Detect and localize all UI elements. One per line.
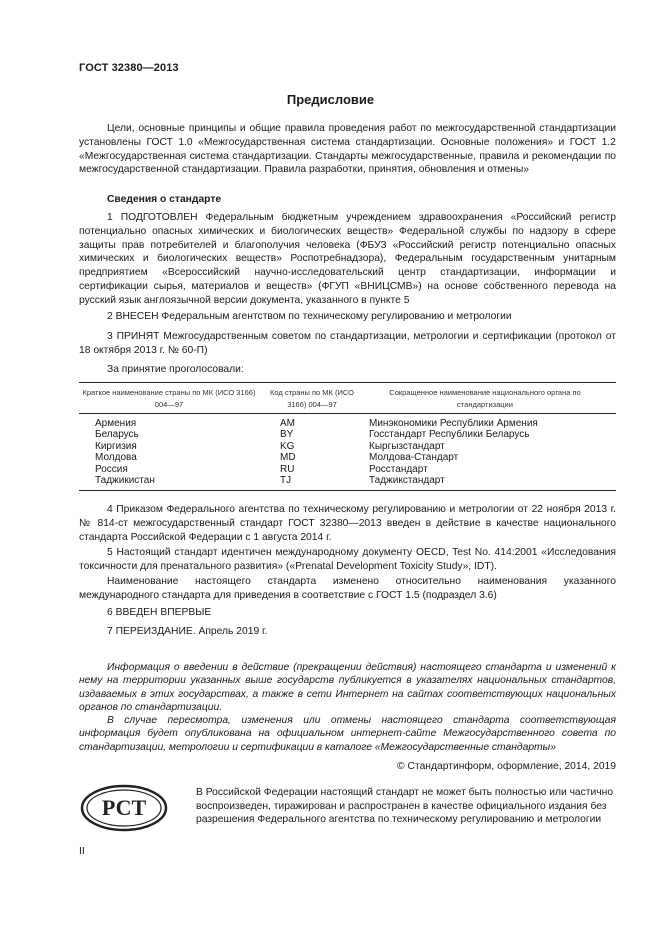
info-heading: Сведения о стандарте	[107, 194, 222, 205]
document-id-header: ГОСТ 32380—2013	[79, 62, 179, 74]
intro-paragraph: Цели, основные принципы и общие правила проведения работ по межгосударственной стандартизации установлены ГОСТ 1.0 «Межгосударственная система стандартизации. Основные положения» и ГОСТ 1.2 «Межгосударственная система стандартизации. Стандарты межгосударственные, правила и рекомендации по межгосударственной стандартизации. Правила разработки, принятия, обновления и отмены»	[79, 123, 616, 176]
country-cell: Беларусь	[95, 429, 139, 441]
code-cell: TJ	[280, 475, 292, 487]
table-header-country: Краткое наименование страны по МК (ИСО 3166) 004—97	[82, 388, 256, 409]
rst-logo-mark	[79, 783, 169, 833]
page-number: II	[79, 846, 85, 857]
body-column	[369, 418, 538, 486]
item-7-line: 7 ПЕРЕИЗДАНИЕ. Апрель 2019 г.	[107, 626, 268, 637]
body-cell: Таджикстандарт	[369, 475, 445, 487]
code-cell: MD	[280, 452, 296, 464]
code-cell: KG	[280, 440, 295, 452]
item-1-paragraph: 1 ПОДГОТОВЛЕН Федеральным бюджетным учреждением здравоохранения «Российский регистр потенциально опасных химических и биологических веществ» Федеральной службы по надзору в сфере защиты прав потребителей и благополучия человека (ФБУЗ «Российский регистр потенциально опасных химических и биологических веществ» Роспотребнадзора), Федеральным государственным унитарным предприятием «Всероссийский научно-исследовательский центр стандартизации, информации и сертификации сырья, материалов и веществ» (ФГУП «ВНИЦСМВ») на основе собственного перевода на русский язык англоязычной версии документа, указанного в пункте 5	[79, 212, 616, 306]
code-cell: AM	[280, 418, 295, 429]
item-5-note-paragraph: Наименование настоящего стандарта изменено относительно наименования указанного международного стандарта для приведения в соответствие с ГОСТ 1.5 (подраздел 3.6)	[79, 576, 616, 601]
copyright-line: © Стандартинформ, оформление, 2014, 2019	[397, 761, 616, 772]
item-5-paragraph: 5 Настоящий стандарт идентичен международному документу OECD, Test No. 414:2001 «Исследования токсичности для пренатального развития» («Prenatal Development Toxicity Study», IDT).	[79, 547, 616, 572]
table-top-rule	[79, 382, 616, 383]
body-cell: Молдова-Стандарт	[369, 452, 459, 464]
body-cell: Минэкономики Республики Армения	[369, 418, 538, 429]
page-title: Предисловие	[286, 92, 375, 107]
item-3-paragraph: 3 ПРИНЯТ Межгосударственным советом по стандартизации, метрологии и сертификации (протокол от 18 октября 2013 г. № 60-П)	[79, 331, 616, 356]
body-cell: Кыргызстандарт	[369, 440, 445, 452]
table-header-rule	[79, 413, 616, 414]
rst-logo-icon	[79, 783, 169, 833]
table-row	[95, 418, 155, 486]
item-2-paragraph: 2 ВНЕСЕН Федеральным агентством по техническому регулированию и метрологии	[107, 311, 512, 322]
reproduction-notice: В Российской Федерации настоящий стандарт не может быть полностью или частично воспроизведен, тиражирован и распространен в качестве официального издания без разрешения Федерального агентства по техническому регулированию и метрологии	[196, 787, 614, 826]
country-cell: Россия	[95, 463, 128, 475]
logo-letters: РСТ	[101, 795, 147, 820]
info-note-2: В случае пересмотра, изменения или отмены настоящего стандарта соответствующая информация будет опубликована на официальном интернет-сайте Межгосударственного совета по стандартизации, метрологии и сертификации в каталоге «Межгосударственные стандарты»	[79, 715, 616, 753]
country-cell: Таджикистан	[95, 475, 155, 487]
country-cell: Армения	[95, 418, 137, 429]
code-cell: BY	[280, 429, 294, 441]
country-cell: Киргизия	[95, 440, 137, 452]
table-bottom-rule	[79, 490, 616, 491]
item-6-line: 6 ВВЕДЕН ВПЕРВЫЕ	[107, 607, 212, 618]
body-cell: Росстандарт	[369, 463, 428, 475]
code-column	[280, 418, 296, 486]
code-cell: RU	[280, 463, 295, 475]
body-cell: Госстандарт Республики Беларусь	[369, 429, 530, 441]
vote-intro: За принятие проголосовали:	[107, 364, 244, 375]
table-header-body: Сокращенное наименование национального органа по стандартизации	[389, 388, 581, 409]
item-4-paragraph: 4 Приказом Федерального агентства по техническому регулированию и метрологии от 22 ноября 2013 г. № 814-ст межгосударственный стандарт ГОСТ 32380—2013 введен в действие в качестве национального стандарта Российской Федерации с 1 августа 2014 г.	[79, 504, 616, 543]
table-header-code: Код страны по МК (ИСО 3166) 004—97	[270, 388, 354, 409]
country-cell: Молдова	[95, 452, 137, 464]
info-note-1: Информация о введении в действие (прекращении действия) настоящего стандарта и изменений к нему на территории указанных выше государств публикуется в указателях национальных стандартов, издаваемых в этих государствах, а также в сети Интернет на сайтах соответствующих национальных органов по стандартизации.	[79, 662, 616, 714]
